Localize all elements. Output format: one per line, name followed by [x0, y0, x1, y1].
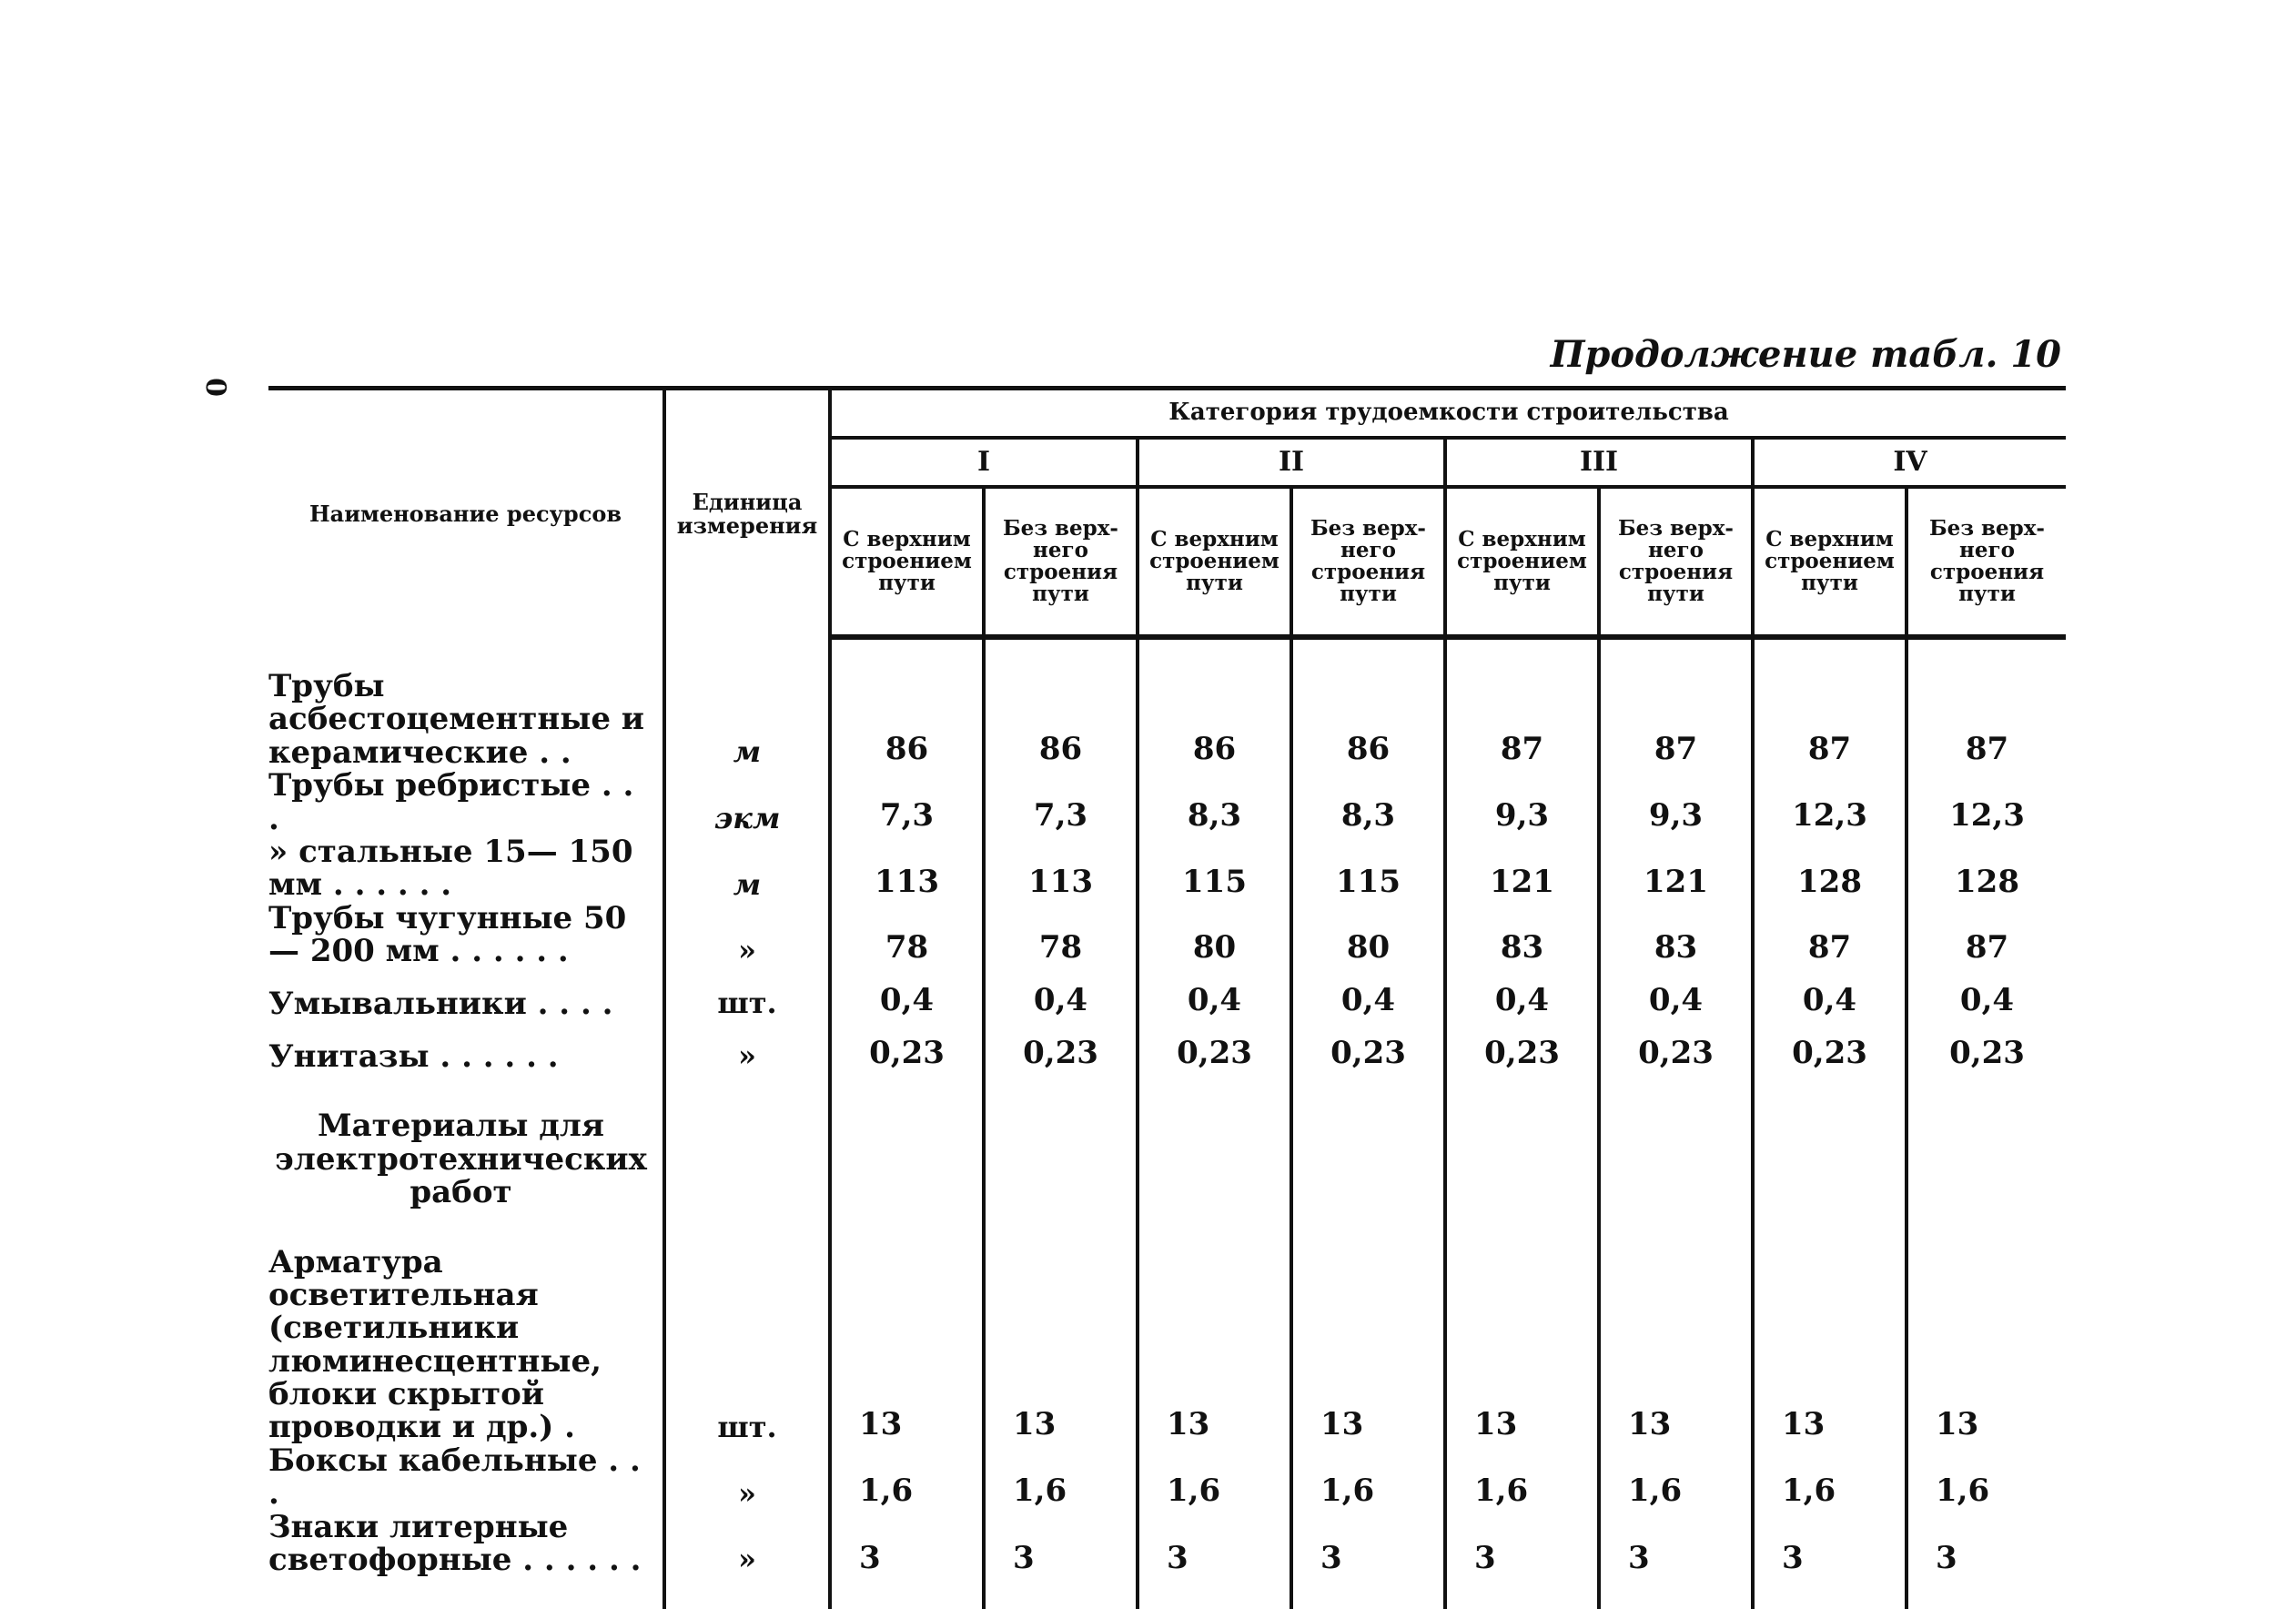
value-cell: 128: [1753, 835, 1907, 902]
value-cell: 78: [984, 902, 1138, 968]
value-cell: 13: [984, 1209, 1138, 1444]
value-cell: 83: [1599, 902, 1753, 968]
page-mark: 0: [199, 378, 231, 397]
value-cell: 87: [1445, 637, 1599, 769]
table-row: [268, 902, 2066, 968]
table-row: [268, 769, 2066, 835]
unit-cell: »: [664, 1444, 830, 1511]
empty-cell: [1138, 1073, 1291, 1209]
unit-cell: шт.: [664, 1209, 830, 1444]
empty-cell: [1291, 1073, 1445, 1209]
value-cell: 13: [830, 1209, 984, 1444]
header-category: Категория трудоемкости строительства: [830, 389, 2066, 439]
value-cell: 1,6: [1753, 1444, 1907, 1511]
empty-cell: [1445, 1073, 1599, 1209]
value-cell: 1,6: [1907, 1444, 2066, 1511]
resource-name: Трубы асбестоцементные и керамические . .: [268, 637, 664, 769]
value-cell: 0,23: [1138, 1020, 1291, 1073]
resource-name: Трубы чугунные 50— 200 мм . . . . . .: [268, 902, 664, 968]
resource-name: Унитазы . . . . . .: [268, 1020, 664, 1073]
value-cell: 1,6: [1138, 1444, 1291, 1511]
value-cell: 1,6: [1445, 1444, 1599, 1511]
value-cell: 3: [1445, 1511, 1599, 1609]
value-cell: 87: [1907, 637, 2066, 769]
value-cell: 121: [1599, 835, 1753, 902]
value-cell: 0,23: [1753, 1020, 1907, 1073]
value-cell: 0,23: [1599, 1020, 1753, 1073]
value-cell: 8,3: [1138, 769, 1291, 835]
header-sub-with: С верхним строением пути: [830, 487, 984, 637]
header-unit: Единица измерения: [664, 389, 830, 638]
header-sub-without: Без верх- него строения пути: [1291, 487, 1445, 637]
unit-cell: »: [664, 1511, 830, 1609]
value-cell: 1,6: [1291, 1444, 1445, 1511]
header-sub-without: Без верх- него строения пути: [1599, 487, 1753, 637]
unit-cell: »: [664, 1020, 830, 1073]
value-cell: 7,3: [984, 769, 1138, 835]
table-row: [268, 1444, 2066, 1511]
unit-cell: »: [664, 902, 830, 968]
value-cell: 12,3: [1753, 769, 1907, 835]
value-cell: 113: [830, 835, 984, 902]
value-cell: 0,4: [1753, 967, 1907, 1020]
value-cell: 7,3: [830, 769, 984, 835]
value-cell: 87: [1599, 637, 1753, 769]
empty-cell: [1907, 1073, 2066, 1209]
value-cell: 87: [1753, 902, 1907, 968]
value-cell: 0,4: [984, 967, 1138, 1020]
value-cell: 80: [1291, 902, 1445, 968]
table-row: [268, 967, 2066, 1020]
value-cell: 0,23: [984, 1020, 1138, 1073]
value-cell: 0,23: [830, 1020, 984, 1073]
header-sub-without: Без верх- него строения пути: [984, 487, 1138, 637]
value-cell: 8,3: [1291, 769, 1445, 835]
resource-table: [268, 386, 2066, 1609]
table-body: [268, 637, 2066, 1609]
table-continuation-caption: Продолжение табл. 10: [1551, 333, 2061, 376]
value-cell: 13: [1599, 1209, 1753, 1444]
resource-name: Арматура осветительная (светильники люминесцентные, блоки скрытой проводки и др.) .: [268, 1209, 664, 1444]
resource-name: Умывальники . . . .: [268, 967, 664, 1020]
empty-cell: [664, 1073, 830, 1209]
resource-name: Знаки литерные светофорные . . . . . .: [268, 1511, 664, 1609]
header-group-3: III: [1445, 438, 1753, 487]
value-cell: 0,4: [1291, 967, 1445, 1020]
value-cell: 87: [1907, 902, 2066, 968]
value-cell: 86: [1291, 637, 1445, 769]
value-cell: 9,3: [1599, 769, 1753, 835]
unit-cell: шт.: [664, 967, 830, 1020]
value-cell: 3: [1753, 1511, 1907, 1609]
value-cell: 12,3: [1907, 769, 2066, 835]
value-cell: 0,23: [1907, 1020, 2066, 1073]
value-cell: 3: [1138, 1511, 1291, 1609]
value-cell: 80: [1138, 902, 1291, 968]
value-cell: 87: [1753, 637, 1907, 769]
value-cell: 128: [1907, 835, 2066, 902]
resource-name: » стальные 15— 150 мм . . . . . .: [268, 835, 664, 902]
value-cell: 1,6: [1599, 1444, 1753, 1511]
value-cell: 83: [1445, 902, 1599, 968]
section-row: [268, 1073, 2066, 1209]
value-cell: 1,6: [830, 1444, 984, 1511]
resource-name: Боксы кабельные . . .: [268, 1444, 664, 1511]
unit-cell: м: [664, 835, 830, 902]
value-cell: 13: [1291, 1209, 1445, 1444]
table-row: [268, 637, 2066, 769]
value-cell: 0,23: [1445, 1020, 1599, 1073]
header-resource-name: Наименование ресурсов: [268, 389, 664, 638]
table-row: [268, 1511, 2066, 1609]
value-cell: 13: [1138, 1209, 1291, 1444]
table-header: [268, 389, 2066, 638]
value-cell: 0,4: [1445, 967, 1599, 1020]
table-row: [268, 1209, 2066, 1444]
header-group-1: I: [830, 438, 1138, 487]
value-cell: 3: [1291, 1511, 1445, 1609]
header-sub-without: Без верх- него строения пути: [1907, 487, 2066, 637]
table-row: [268, 835, 2066, 902]
header-sub-with: С верхним строением пути: [1138, 487, 1291, 637]
unit-cell: м: [664, 637, 830, 769]
value-cell: 3: [1907, 1511, 2066, 1609]
header-group-4: IV: [1753, 438, 2066, 487]
section-title: Материалы для электротехнических работ: [268, 1073, 664, 1209]
value-cell: 86: [830, 637, 984, 769]
value-cell: 113: [984, 835, 1138, 902]
value-cell: 0,4: [1599, 967, 1753, 1020]
resource-table-wrap: [268, 386, 2066, 1609]
header-sub-with: С верхним строением пути: [1753, 487, 1907, 637]
value-cell: 13: [1753, 1209, 1907, 1444]
empty-cell: [984, 1073, 1138, 1209]
value-cell: 0,4: [1138, 967, 1291, 1020]
value-cell: 3: [984, 1511, 1138, 1609]
unit-cell: экм: [664, 769, 830, 835]
value-cell: 0,4: [1907, 967, 2066, 1020]
header-group-2: II: [1138, 438, 1445, 487]
value-cell: 115: [1138, 835, 1291, 902]
value-cell: 115: [1291, 835, 1445, 902]
value-cell: 78: [830, 902, 984, 968]
value-cell: 121: [1445, 835, 1599, 902]
empty-cell: [830, 1073, 984, 1209]
value-cell: 13: [1907, 1209, 2066, 1444]
value-cell: 3: [830, 1511, 984, 1609]
empty-cell: [1753, 1073, 1907, 1209]
header-sub-with: С верхним строением пути: [1445, 487, 1599, 637]
value-cell: 13: [1445, 1209, 1599, 1444]
value-cell: 1,6: [984, 1444, 1138, 1511]
resource-name: Трубы ребристые . . .: [268, 769, 664, 835]
empty-cell: [1599, 1073, 1753, 1209]
value-cell: 86: [984, 637, 1138, 769]
value-cell: 9,3: [1445, 769, 1599, 835]
value-cell: 86: [1138, 637, 1291, 769]
value-cell: 3: [1599, 1511, 1753, 1609]
value-cell: 0,4: [830, 967, 984, 1020]
table-row: [268, 1020, 2066, 1073]
value-cell: 0,23: [1291, 1020, 1445, 1073]
